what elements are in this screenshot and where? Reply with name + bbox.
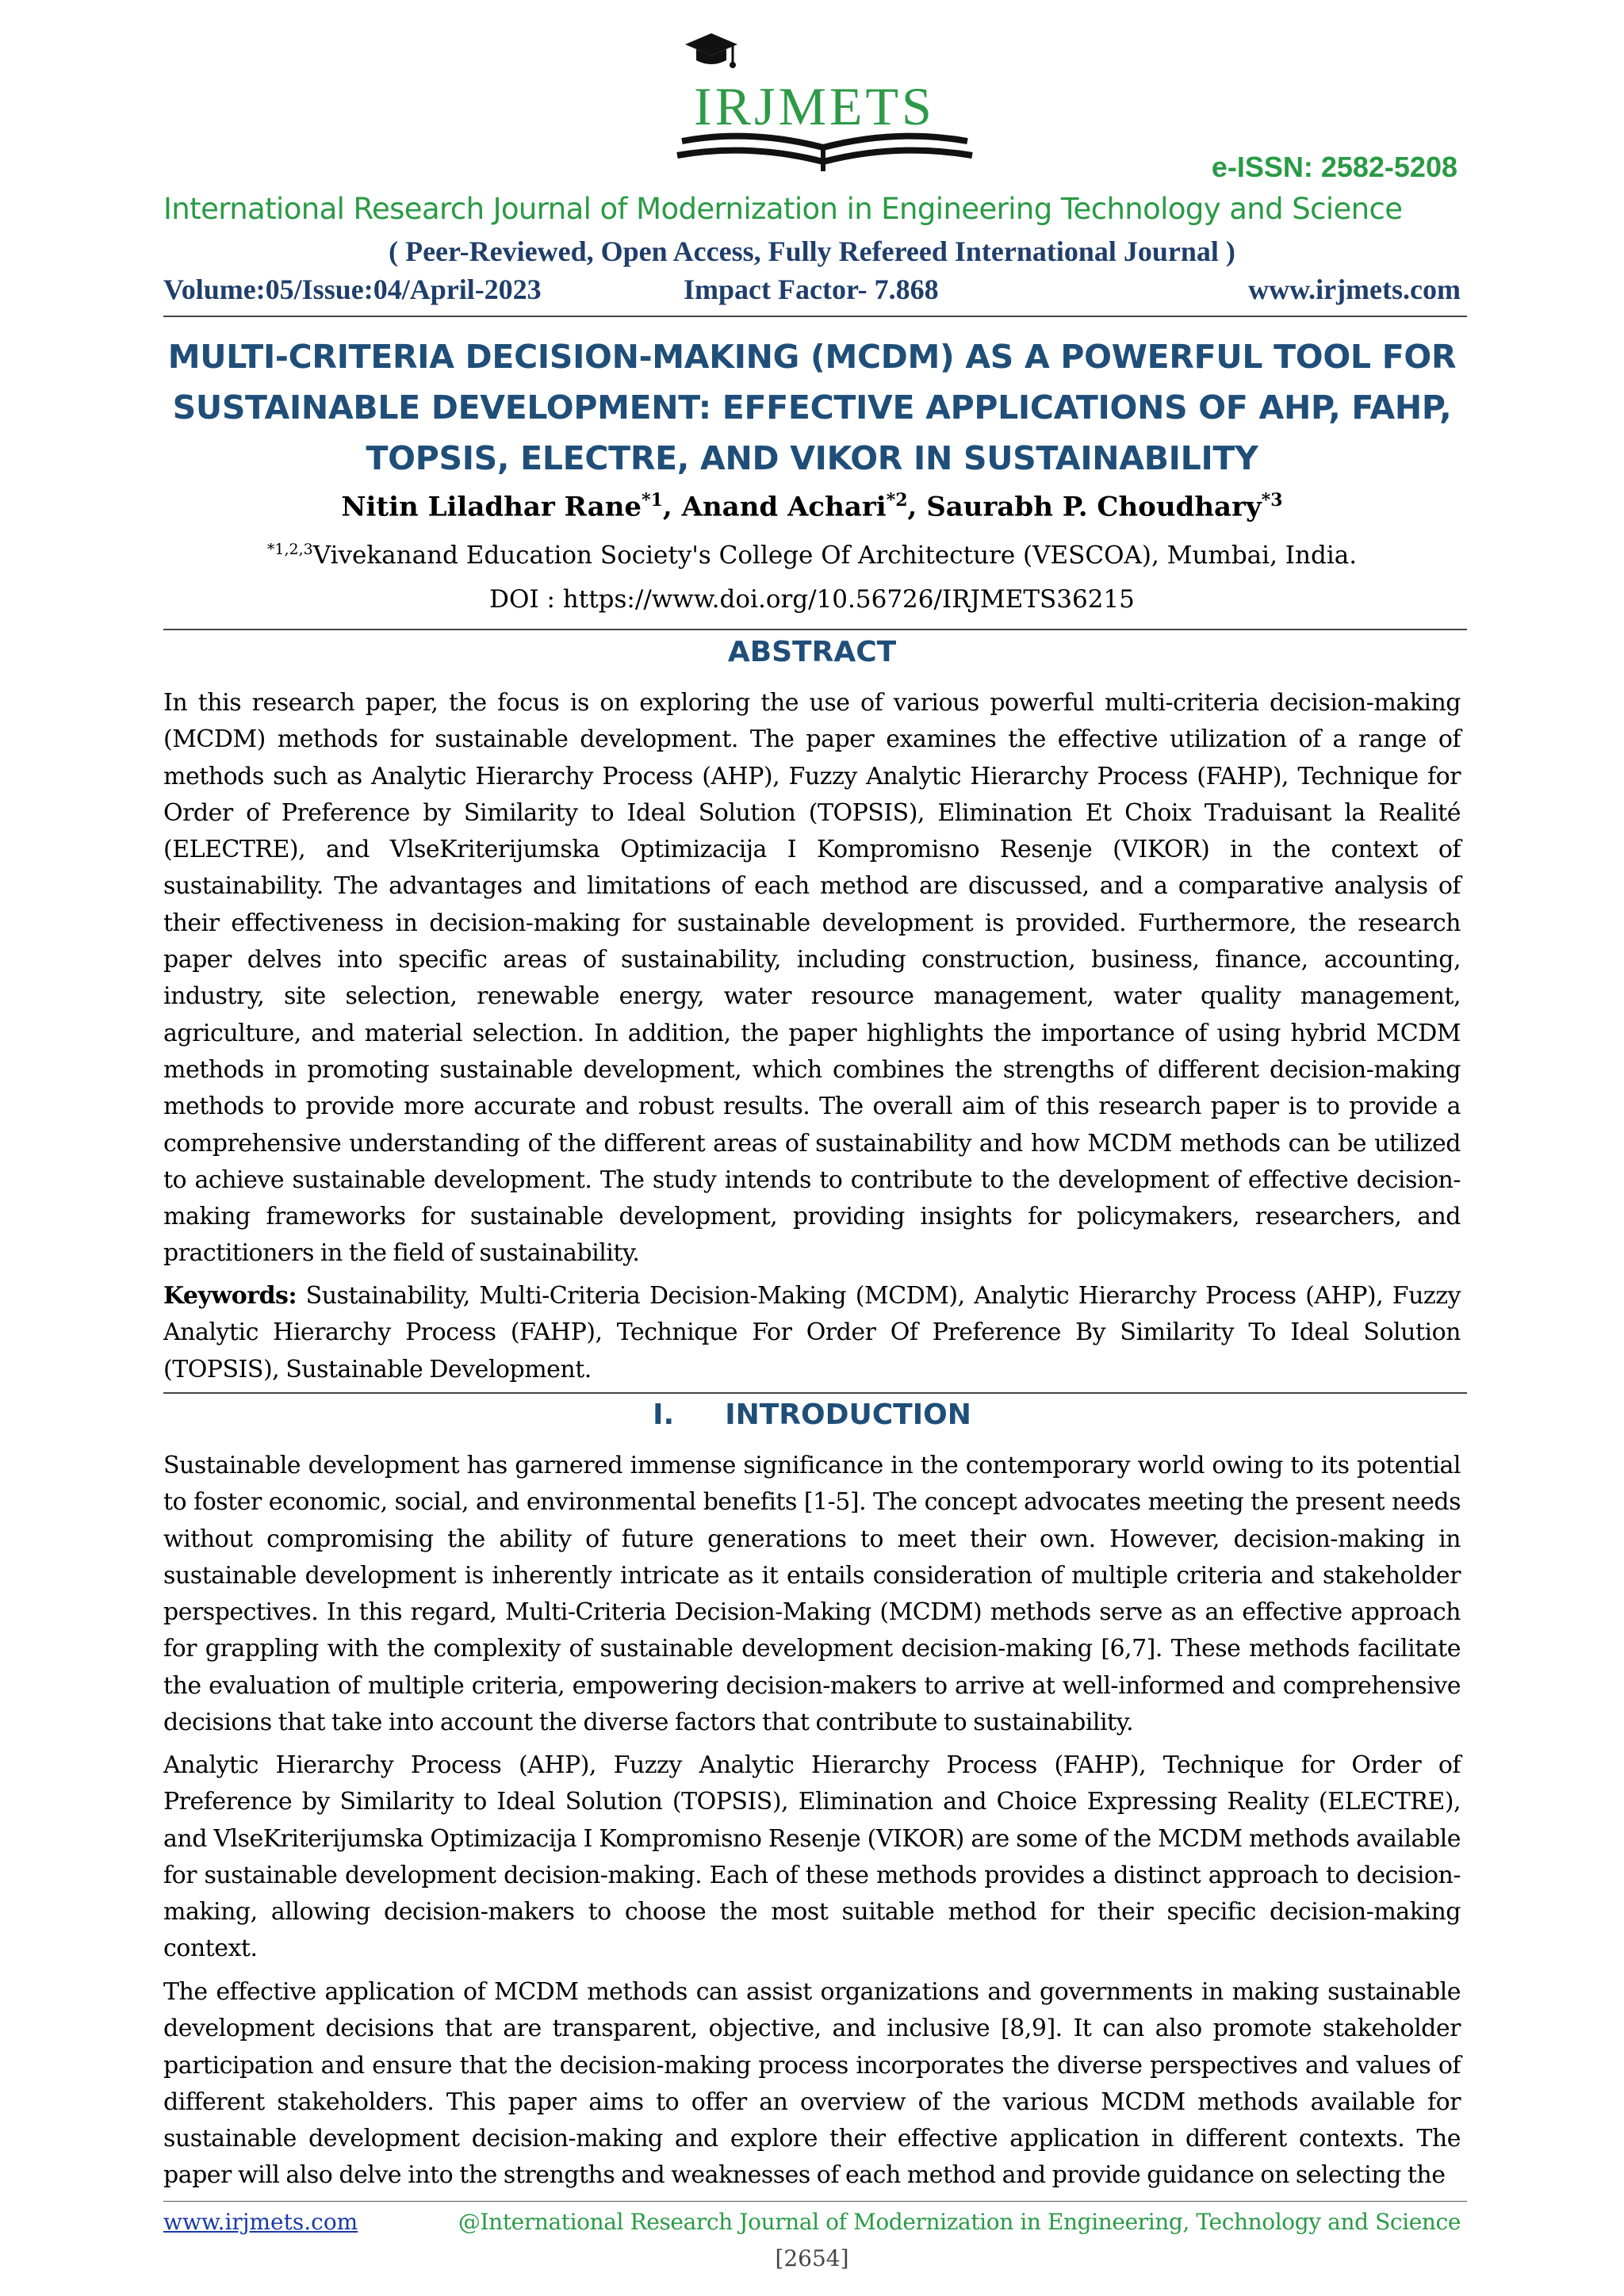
volume-row <box>163 273 1461 312</box>
intro-paragraph: Analytic Hierarchy Process (AHP), Fuzzy Analytic Hierarchy Process (FAHP), Technique for Order of Preference by Similarity to Ideal Solution (TOPSIS), Elimination and Choice Expressing Reality (ELECTRE), and VlseKriterijumska Optimizacija I Kompromisno Resenje (VIKOR) are some of the MCDM methods available for sustainable development decision-making. Each of these methods provides a distinct approach to decision-making, allowing decision-makers to choose the most suitable method for their specific decision-making context. <box>163 1751 1461 1963</box>
peer-review-line: ( Peer-Reviewed, Open Access, Fully Refereed International Journal ) <box>389 235 1235 267</box>
website: www.irjmets.com <box>1248 274 1461 305</box>
keywords-text: Sustainability, Multi-Criteria Decision-Making (MCDM), Analytic Hierarchy Process (AHP), Fuzzy Analytic Hierarchy Process (FAHP), Technique For Order Of Preference By Similarity To Ideal Solution (TOPSIS), Sustainable Development. <box>163 1282 1461 1383</box>
footer-journal: @International Research Journal of Modernization in Engineering, Technology and Science <box>458 2209 1461 2235</box>
abstract-divider <box>163 629 1467 630</box>
doi[interactable]: DOI : https://www.doi.org/10.56726/IRJMETS36215 <box>489 585 1135 614</box>
author-mark: *2 <box>886 490 908 511</box>
title-line: SUSTAINABLE DEVELOPMENT: EFFECTIVE APPLICATIONS OF AHP, FAHP, <box>172 388 1452 427</box>
abstract-text: In this research paper, the focus is on exploring the use of various powerful multi-criteria decision-making (MCDM) methods for sustainable development. The paper examines the effective utilization of a range of methods such as Analytic Hierarchy Process (AHP), Fuzzy Analytic Hierarchy Process (FAHP), Technique for Order of Preference by Similarity to Ideal Solution (TOPSIS), Elimination Et Choix Traduisant la Realité (ELECTRE), and VlseKriterijumska Optimizacija I Kompromisno Resenje (VIKOR) in the context of sustainability. The advantages and limitations of each method are discussed, and a comparative analysis of their effectiveness in decision-making for sustainable development is provided. Furthermore, the research paper delves into specific areas of sustainability, including construction, business, finance, accounting, industry, site selection, renewable energy, water resource management, water quality management, agriculture, and material selection. In addition, the paper highlights the importance of using hybrid MCDM methods in promoting sustainable development, which combines the strengths of different decision-making methods to provide more accurate and robust results. The overall aim of this research paper is to provide a comprehensive understanding of the different areas of sustainability and how MCDM methods can be utilized to achieve sustainable development. The study intends to contribute to the development of effective decision-making frameworks for sustainable development, providing insights for policymakers, researchers, and practitioners in the field of sustainability. <box>163 689 1461 1268</box>
section-title: INTRODUCTION <box>725 1399 971 1431</box>
author-list: Nitin Liladhar Rane$^{*1}$, Anand Achari$^{*2}$, Saurabh P. Choudhary$^{*3}$ <box>341 490 1283 523</box>
section-number: I. <box>653 1399 675 1431</box>
paper-title <box>163 331 1461 484</box>
affiliation-mark: *1,2,3 <box>266 541 313 558</box>
header-divider <box>163 316 1467 317</box>
journal-logo <box>674 32 975 174</box>
intro-paragraph: The effective application of MCDM methods can assist organizations and governments in making sustainable development decisions that are transparent, objective, and inclusive [8,9]. It can also promote stakeholder participation and ensure that the decision-making process incorporates the diverse perspectives and values of different stakeholders. This paper aims to offer an overview of the various MCDM methods available for sustainable development decision-making and explore their effective application in different contexts. The paper will also delve into the strengths and weaknesses of each method and provide guidance on selecting the <box>163 1978 1461 2190</box>
footer-divider <box>163 2201 1467 2202</box>
abstract-heading: ABSTRACT <box>727 636 897 668</box>
journal-name: International Research Journal of Modernization in Engineering Technology and Science <box>163 192 1403 226</box>
author-mark: *1 <box>642 490 663 511</box>
intro-paragraph: Sustainable development has garnered immense significance in the contemporary world owing to its potential to foster economic, social, and environmental benefits [1-5]. The concept advocates meeting the present needs without compromising the ability of future generations to meet their own. However, decision-making in sustainable development is inherently intricate as it entails consideration of multiple criteria and stakeholder perspectives. In this regard, Multi-Criteria Decision-Making (MCDM) methods serve as an effective approach for grappling with the complexity of sustainable development decision-making [6,7]. These methods facilitate the evaluation of multiple criteria, empowering decision-makers to arrive at well-informed and comprehensive decisions that take into account the diverse factors that contribute to sustainability. <box>163 1452 1461 1737</box>
keywords <box>163 1278 1461 1388</box>
title-line: MULTI-CRITERIA DECISION-MAKING (MCDM) AS A POWERFUL TOOL FOR <box>167 338 1457 376</box>
author-name: Nitin Liladhar Rane <box>341 491 642 523</box>
author-name: Anand Achari <box>681 491 887 523</box>
keywords-label: Keywords: <box>163 1282 297 1310</box>
footer-website-link[interactable]: www.irjmets.com <box>163 2209 358 2235</box>
title-line: TOPSIS, ELECTRE, AND VIKOR IN SUSTAINABILITY <box>366 439 1258 477</box>
page-number: [2654] <box>775 2245 849 2271</box>
author-name: Saurabh P. Choudhary <box>926 491 1262 523</box>
graduation-cap-icon <box>684 32 739 75</box>
impact-factor: Impact Factor- 7.868 <box>684 274 939 305</box>
affiliation <box>163 541 1461 569</box>
eissn: e-ISSN: 2582-5208 <box>1211 151 1457 183</box>
intro-heading <box>163 1399 1461 1431</box>
intro-divider <box>163 1392 1467 1394</box>
author-mark: *3 <box>1261 490 1283 511</box>
logo-text: IRJMETS <box>694 76 935 136</box>
open-book-icon <box>674 127 975 174</box>
volume-issue: Volume:05/Issue:04/April-2023 <box>163 274 542 305</box>
affiliation-text: Vivekanand Education Society's College Of Architecture (VESCOA), Mumbai, India. <box>312 541 1358 570</box>
